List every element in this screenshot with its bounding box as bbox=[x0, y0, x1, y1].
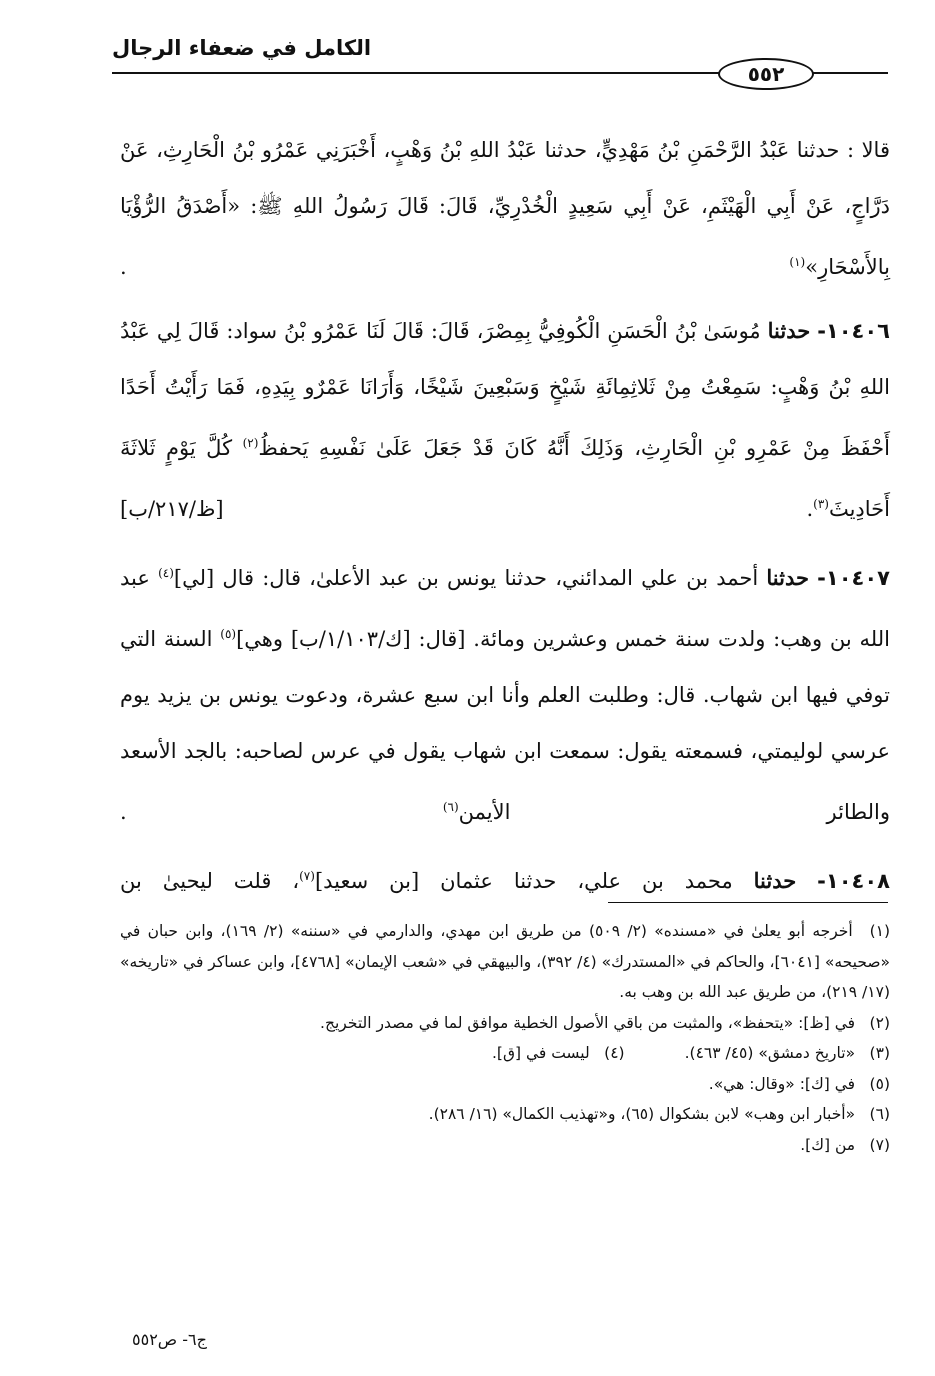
hadith-keyword: حدثنا bbox=[767, 318, 811, 343]
hadith-number: ١٠٤٠٨- bbox=[817, 869, 890, 893]
running-header-title: الكامل في ضعفاء الرجال bbox=[112, 36, 372, 60]
footnote-text: «تاريخ دمشق» (٤٥/ ٤٦٣). bbox=[684, 1044, 856, 1062]
paragraph-tail: . bbox=[120, 255, 790, 279]
footnote-number: (٣) bbox=[869, 1044, 890, 1062]
footnote-ref: (١) bbox=[789, 255, 806, 269]
paragraph-3 bbox=[120, 848, 890, 909]
paragraph-text: محمد بن علي، حدثنا عثمان [بن سعيد] bbox=[314, 869, 754, 893]
footnote-text: من [ك]. bbox=[800, 1135, 856, 1154]
paragraph-text: مُوسَىٰ بْنُ الْحَسَنِ الْكُوفِيُّ بِمِصْرَ، قَالَ: قَالَ لَنَا عَمْرُو بْنُ سواد: قَالَ لِي عَبْدُ اللهِ بْنُ وَهْبٍ: سَمِعْتُ مِنْ ثَلاثِمِائَةِ شَيْخٍ وَسَبْعِينَ شَيْخًا، وَأَرَانَا عَمْرٌو بِيَدِهِ، فَمَا رَأَيْتُ أَحَدًا أَحْفَظَ مِنْ عَمْرِو بْنِ الْحَارِثِ، وَذَلِكَ أَنَّهُ كَانَ قَدْ جَعَلَ عَلَىٰ نَفْسِهِ يَحفظُ bbox=[120, 319, 890, 460]
hadith-number: ١٠٤٠٧- bbox=[817, 566, 890, 590]
footnote-6 bbox=[120, 1099, 890, 1130]
footnote-7 bbox=[120, 1130, 890, 1161]
footnote-5 bbox=[120, 1069, 890, 1100]
footnote-4 bbox=[492, 1038, 625, 1069]
hadith-number: ١٠٤٠٦- bbox=[817, 319, 890, 343]
footnote-separator bbox=[608, 902, 888, 903]
footnote-2 bbox=[120, 1008, 890, 1039]
footnote-number: (٥) bbox=[869, 1074, 890, 1093]
footnote-ref: (٦) bbox=[442, 800, 459, 814]
paragraph-2 bbox=[120, 545, 890, 840]
paragraph-tail: . [ظ/٢١٧/ب] bbox=[120, 497, 814, 521]
main-text bbox=[120, 122, 890, 917]
footnote-number: (١) bbox=[869, 922, 891, 940]
footnote-1 bbox=[120, 916, 890, 1008]
hadith-keyword: حدثنا bbox=[753, 868, 797, 893]
paragraph-text-2: عبد الله بن وهب: ولدت سنة خمس وعشرين ومائة. [قال: [ك/١/١٠٣/ب] وهي] bbox=[120, 566, 890, 651]
footnote-ref: (٣) bbox=[813, 497, 829, 511]
paragraph-text-2: كُلَّ يَوْمٍ ثَلاثَةَ أَحَادِيثَ bbox=[120, 436, 890, 521]
paragraph-text: أحمد بن علي المدائني، حدثنا يونس بن عبد الأعلىٰ، قال: قال [لي] bbox=[173, 566, 767, 590]
footnote-ref: (٤) bbox=[158, 566, 174, 580]
footnote-number: (٢) bbox=[869, 1013, 890, 1032]
footnote-number: (٦) bbox=[869, 1105, 890, 1123]
footnote-text: في [ظ]: «يتحفظ»، والمثبت من باقي الأصول الخطية موافق لما في مصدر التخريج. bbox=[320, 1013, 856, 1032]
footnote-ref: (٢) bbox=[242, 436, 259, 450]
footnotes bbox=[120, 916, 890, 1160]
paragraph-0 bbox=[120, 122, 890, 295]
paragraph-text: قالا : حدثنا عَبْدُ الرَّحْمَنِ بْنُ مَهْدِيٍّ، حدثنا عَبْدُ اللهِ بْنُ وَهْبٍ، أَخْبَرَنِي عَمْرُو بْنُ الْحَارِثِ، عَنْ دَرَّاجٍ، عَنْ أَبِي الْهَيْثَمِ، عَنْ أَبِي سَعِيدٍ الْخُدْرِيِّ، قَالَ: قَالَ رَسُولُ اللهِ ﷺ: «أَصْدَقُ الرُّؤْيَا بِالأَسْحَارِ» bbox=[120, 138, 890, 279]
footnote-text: ليست في [ق]. bbox=[491, 1044, 590, 1062]
footnote-text: أخرجه أبو يعلىٰ في «مسنده» (٢/ ٥٠٩) من طريق ابن مهدي، والدارمي في «سننه» (٢/ ١٦٩)، وابن حبان في «صحيحه» [٦٠٤١]، والحاكم في «المستدرك» (٤/ ٣٩٢)، والبيهقي في «شعب الإيمان» [٤٧٦٨]، وابن عساكر في «تاريخه» (١٧/ ٢١٩)، من طريق عبد الله بن وهب به. bbox=[120, 922, 890, 1001]
footnote-text: في [ك]: «وقال: هي». bbox=[708, 1074, 856, 1093]
page-number-badge: ٥٥٢ bbox=[718, 58, 814, 90]
footnote-ref: (٧) bbox=[299, 869, 315, 883]
footnote-pair bbox=[120, 1038, 890, 1069]
footnote-ref: (٥) bbox=[220, 627, 237, 641]
paragraph-tail: ، قلت ليحيىٰ بن bbox=[120, 869, 300, 893]
page-footer: ج٦- ص٥٥٢ bbox=[132, 1330, 207, 1349]
paragraph-tail: . bbox=[120, 800, 443, 824]
footnote-number: (٧) bbox=[869, 1135, 890, 1154]
paragraph-text-3: السنة التي توفي فيها ابن شهاب. قال: وطلبت العلم وأنا ابن سبع عشرة، ودعوت يونس بن يزيد يوم عرسي لوليمتي، فسمعته يقول: سمعت ابن شهاب يقول في عرس لصاحبه: بالجد الأسعد والطائر الأيمن bbox=[120, 627, 890, 824]
footnote-text: «أخبار ابن وهب» لابن بشكوال (٦٥)، و«تهذيب الكمال» (١٦/ ٢٨٦). bbox=[428, 1105, 856, 1123]
footnote-3 bbox=[685, 1038, 890, 1069]
paragraph-1 bbox=[120, 303, 890, 537]
footnote-number: (٤) bbox=[604, 1044, 625, 1062]
hadith-keyword: حدثنا bbox=[766, 565, 809, 590]
